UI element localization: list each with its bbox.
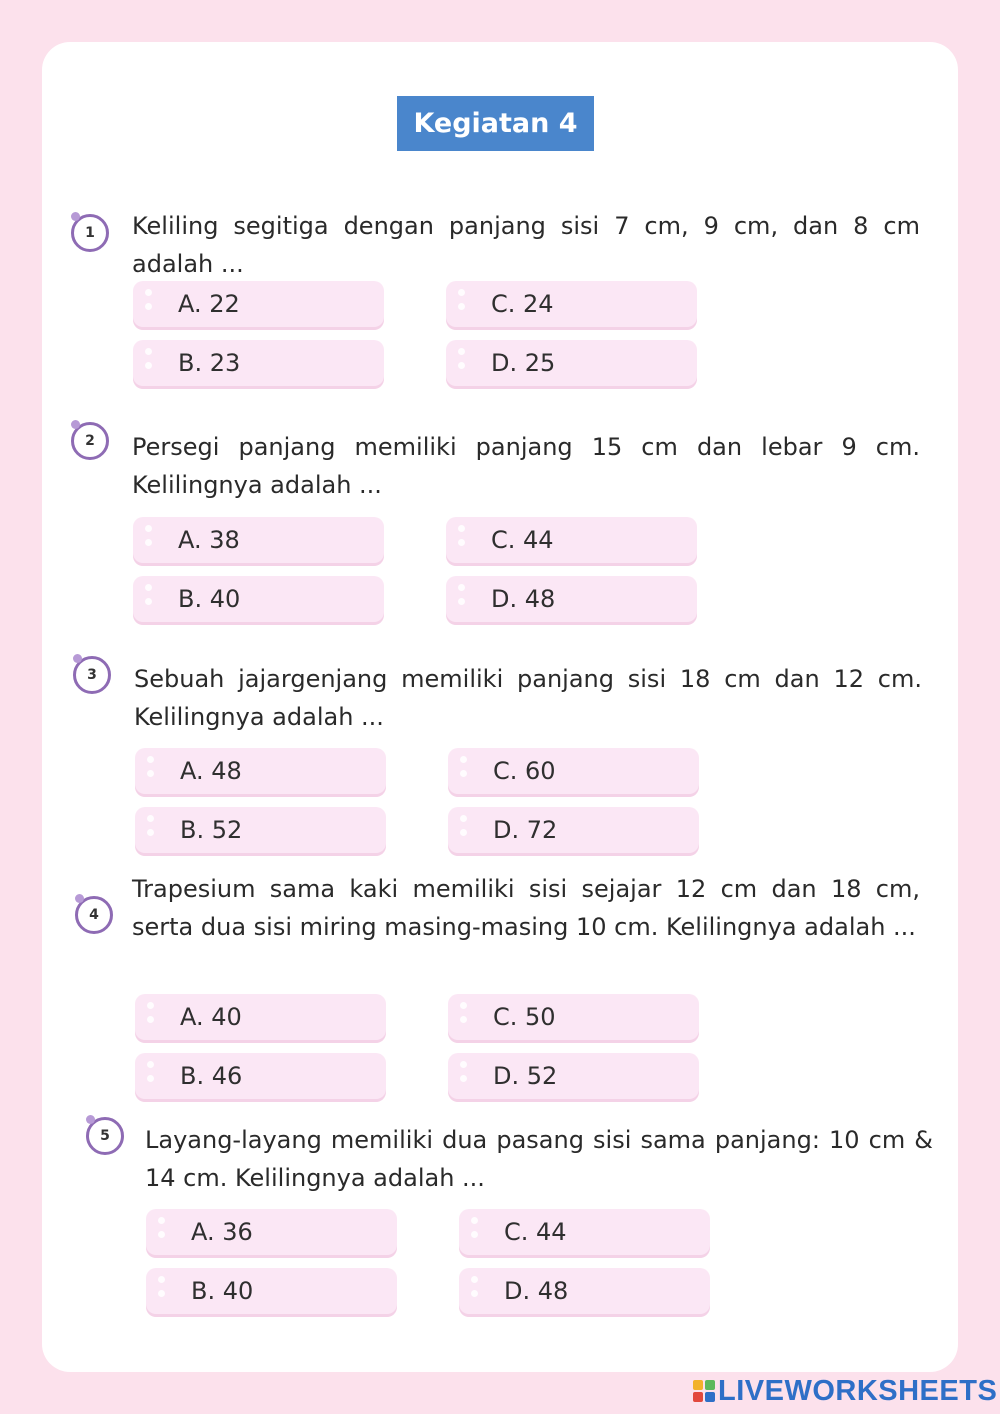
answer-option[interactable]: B. 40 [146, 1268, 397, 1314]
answer-option[interactable]: C. 50 [448, 994, 699, 1040]
answer-option[interactable]: D. 25 [446, 340, 697, 386]
answer-option[interactable]: B. 52 [135, 807, 386, 853]
answer-option[interactable]: A. 48 [135, 748, 386, 794]
answer-option[interactable]: C. 44 [446, 517, 697, 563]
question-text: Trapesium sama kaki memiliki sisi sejajar 12 cm dan 18 cm, serta dua sisi miring masing-masing 10 cm. Kelilingnya adalah ... [132, 875, 920, 941]
answer-option[interactable]: B. 40 [133, 576, 384, 622]
answer-option[interactable]: A. 38 [133, 517, 384, 563]
question-text: Sebuah jajargenjang memiliki panjang sisi 18 cm dan 12 cm. Kelilingnya adalah ... [134, 665, 922, 731]
question-number-badge: 1 [71, 214, 109, 252]
question-text: Persegi panjang memiliki panjang 15 cm dan lebar 9 cm. Kelilingnya adalah ... [132, 433, 920, 499]
logo-mark-icon [693, 1380, 715, 1402]
answer-option[interactable]: C. 44 [459, 1209, 710, 1255]
answer-option[interactable]: B. 23 [133, 340, 384, 386]
answer-option[interactable]: D. 48 [446, 576, 697, 622]
question-number-badge: 3 [73, 656, 111, 694]
logo-text: LIVEWORKSHEETS [718, 1374, 998, 1407]
answer-option[interactable]: C. 24 [446, 281, 697, 327]
question-number-badge: 5 [86, 1117, 124, 1155]
liveworksheets-logo [693, 1375, 997, 1407]
question-number-badge: 2 [71, 422, 109, 460]
question-text: Keliling segitiga dengan panjang sisi 7 cm, 9 cm, dan 8 cm adalah ... [132, 212, 920, 278]
answer-option[interactable]: D. 48 [459, 1268, 710, 1314]
answer-option[interactable]: C. 60 [448, 748, 699, 794]
question-number-badge: 4 [75, 896, 113, 934]
answer-option[interactable]: D. 72 [448, 807, 699, 853]
answer-option[interactable]: B. 46 [135, 1053, 386, 1099]
answer-option[interactable]: A. 36 [146, 1209, 397, 1255]
answer-option[interactable]: D. 52 [448, 1053, 699, 1099]
answer-option[interactable]: A. 22 [133, 281, 384, 327]
worksheet-title: Kegiatan 4 [397, 96, 594, 151]
answer-option[interactable]: A. 40 [135, 994, 386, 1040]
question-text: Layang-layang memiliki dua pasang sisi sama panjang: 10 cm & 14 cm. Kelilingnya adalah ... [145, 1126, 933, 1192]
